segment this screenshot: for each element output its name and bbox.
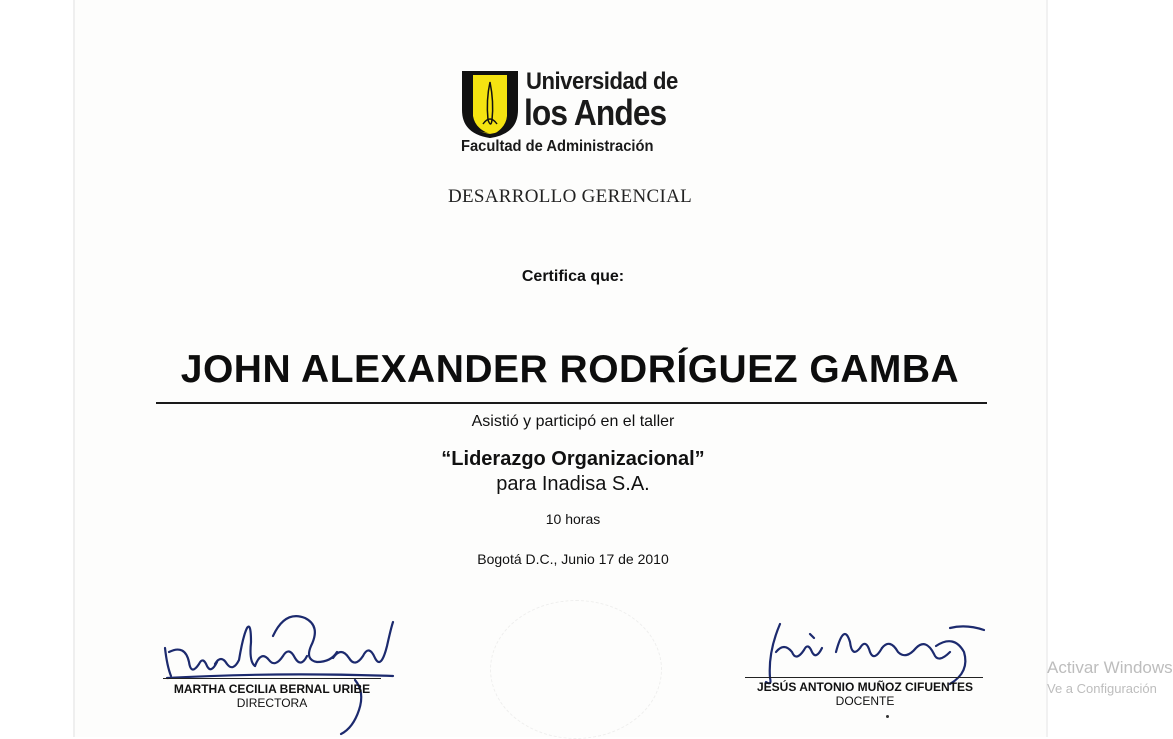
- stray-mark: [886, 715, 889, 718]
- signer-role-left: DIRECTORA: [236, 696, 308, 710]
- shield-icon: [461, 70, 519, 138]
- recipient-underline: [156, 402, 987, 404]
- certifies-label: Certifica que:: [521, 268, 625, 285]
- client-text: para Inadisa S.A.: [496, 473, 650, 495]
- place-date-text: Bogotá D.C., Junio 17 de 2010: [477, 551, 669, 567]
- attendance-text: Asistió y participó en el taller: [471, 413, 675, 430]
- signer-name-right: JESÚS ANTONIO MUÑOZ CIFUENTES: [756, 680, 974, 694]
- embossed-seal: [490, 600, 662, 739]
- signer-name-left: MARTHA CECILIA BERNAL URIBE: [173, 682, 371, 696]
- workshop-title: “Liderazgo Organizacional”: [441, 448, 705, 470]
- watermark-line1: Activar Windows: [1047, 658, 1173, 677]
- signer-role-right: DOCENTE: [835, 694, 895, 708]
- signature-line-left: [163, 678, 381, 679]
- logo-line-universidad: Universidad de: [526, 68, 678, 95]
- watermark-line2: Ve a Configuración: [1047, 681, 1157, 696]
- page-edge-right: [1046, 0, 1048, 737]
- logo-line-facultad: Facultad de Administración: [461, 138, 654, 155]
- logo-line-los-andes: los Andes: [524, 92, 667, 133]
- program-title: DESARROLLO GERENCIAL: [447, 186, 693, 207]
- activation-watermark: [1047, 658, 1173, 696]
- signature-line-right: [745, 677, 983, 678]
- signature-left: [155, 606, 405, 737]
- hours-text: 10 horas: [545, 511, 601, 527]
- recipient-name: JOHN ALEXANDER RODRÍGUEZ GAMBA: [180, 348, 960, 391]
- university-logo: [460, 68, 720, 160]
